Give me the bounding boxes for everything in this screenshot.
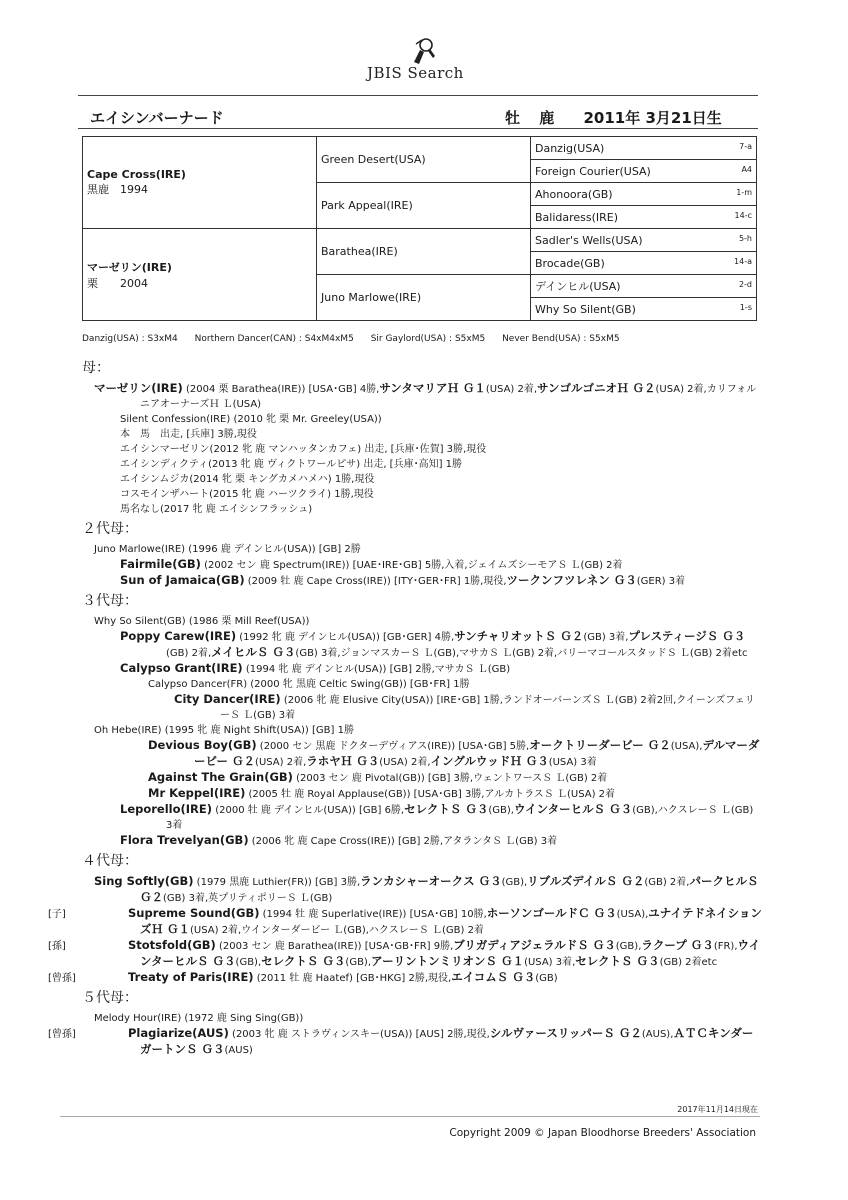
- horse-name: エイシンバーナード: [90, 109, 224, 127]
- inbreeding-item: Never Bend(USA) : S5xM5: [502, 334, 620, 344]
- horse-sex: 牡: [505, 109, 521, 127]
- family-entry: Fairmile(GB) (2002 セン 鹿 Spectrum(IRE)) [UAE･IRE･GB] 5勝,入着,ジェイムズシーモアＳ Ｌ(GB) 2着: [120, 557, 623, 571]
- inbreeding-item: Northern Dancer(CAN) : S4xM4xM5: [194, 334, 354, 344]
- family-entry: Why So Silent(GB) (1986 栗 Mill Reef(USA)): [94, 616, 310, 627]
- family-entry: エイシンマーゼリン(2012 牝 鹿 マンハッタンカフェ) 出走, [兵庫･佐賀] 3勝,現役: [120, 444, 487, 455]
- family-entry: エイシンディクティ(2013 牝 鹿 ヴィクトワールピサ) 出走, [兵庫･高知] 1勝: [120, 459, 463, 470]
- section-heading: ３代母：: [82, 593, 138, 609]
- family-section: [48, 356, 762, 1058]
- section-heading: ５代母：: [82, 990, 138, 1006]
- family-entry: コスモインザハート(2015 牝 鹿 ハーツクライ) 1勝,現役: [120, 489, 374, 500]
- family-entry: City Dancer(IRE) (2006 牝 鹿 Elusive City(USA)) [IRE･GB] 1勝,ランドオーバーンズＳ Ｌ(GB) 2着2回,クイーンズフェリーＳ Ｌ(GB) 3着: [174, 692, 755, 721]
- family-entry: [子] Supreme Sound(GB) (1994 牡 鹿 Superlative(IRE)) [USA･GB] 10勝,ホーソンゴールドＣ Ｇ３(USA),ユナイテドネイションズＨ Ｇ１(USA) 2着,ウインターダービー Ｌ(GB),ハクスレーＳ Ｌ(GB) 2着: [48, 906, 762, 936]
- family-entry: Silent Confession(IRE) (2010 牝 栗 Mr. Greeley(USA)): [120, 414, 382, 425]
- jbis-search-logo: [360, 34, 490, 86]
- inbreeding-item: Danzig(USA) : S3xM4: [82, 334, 178, 344]
- sire-detail: 黒鹿 1994: [87, 183, 148, 196]
- family-entry: [孫] Stotsfold(GB) (2003 セン 鹿 Barathea(IRE)) [USA･GB･FR] 9勝,ブリガディアジェラルドＳ Ｇ３(GB),ラクープ Ｇ３(FR),ウインターヒルＳ Ｇ３(GB),セレクトＳ Ｇ３(GB),アーリントンミリオンＳ Ｇ１(USA) 3着,セレクトＳ Ｇ３(GB) 2着etc: [48, 938, 761, 968]
- family-entry: 本 馬 出走, [兵庫] 3勝,現役: [120, 429, 257, 440]
- copyright: Copyright 2009 © Japan Bloodhorse Breeders' Association: [449, 1127, 756, 1139]
- pedigree-gen3: Balidaress(IRE) 14-c: [531, 206, 757, 229]
- horse-info: [505, 107, 736, 128]
- family-entry: マーゼリン(IRE) (2004 栗 Barathea(IRE)) [USA･GB] 4勝,サンタマリアＨ Ｇ１(USA) 2着,サンゴルゴニオＨ Ｇ２(USA) 2着,カリフォルニアオーナーズＨ Ｌ(USA): [94, 381, 757, 410]
- pedigree-gen3: Brocade(GB) 14-a: [531, 252, 757, 275]
- family-entry: Against The Grain(GB) (2003 セン 鹿 Pivotal(GB)) [GB] 3勝,ウェントワースＳ Ｌ(GB) 2着: [148, 770, 608, 784]
- pedigree-gen3: Ahonoora(GB) 1-m: [531, 183, 757, 206]
- family-entry: Juno Marlowe(IRE) (1996 鹿 デインヒル(USA)) [GB] 2勝: [94, 544, 361, 555]
- family-entry: Melody Hour(IRE) (1972 鹿 Sing Sing(GB)): [94, 1013, 304, 1024]
- family-entry: [曾孫] Plagiarize(AUS) (2003 牝 鹿 ストラヴィンスキー(USA)) [AUS] 2勝,現役,シルヴァースリッパーＳ Ｇ２(AUS),ＡＴＣキンダーガートンＳ Ｇ３(AUS): [48, 1026, 754, 1056]
- pedigree-gen2: Green Desert(USA): [317, 137, 531, 183]
- horse-icon: [410, 36, 438, 66]
- family-entry: Devious Boy(GB) (2000 セン 黒鹿 ドクターデヴィアス(IRE)) [USA･GB] 5勝,オークトリーダービー Ｇ２(USA),デルマーダービー Ｇ２(USA) 2着,ラホヤＨ Ｇ３(USA) 2着,イングルウッドＨ Ｇ３(USA) 3着: [148, 738, 760, 768]
- pedigree-gen2: Barathea(IRE): [317, 229, 531, 275]
- section-heading: 母：: [82, 360, 110, 376]
- header-rule: [78, 95, 758, 96]
- pedigree-gen3: デインヒル(USA) 2-d: [531, 275, 757, 298]
- section-heading: ２代母：: [82, 521, 138, 537]
- horse-birth: 2011年 3月21日生: [583, 109, 722, 127]
- family-entry: Sun of Jamaica(GB) (2009 牡 鹿 Cape Cross(IRE)) [ITY･GER･FR] 1勝,現役,ツークンフツレネン Ｇ３(GER) 3着: [120, 573, 686, 587]
- section-heading: ４代母：: [82, 853, 138, 869]
- footer-rule: [60, 1116, 760, 1117]
- sire-cell: [83, 137, 317, 229]
- family-entry: Calypso Grant(IRE) (1994 牝 鹿 デインヒル(USA)) [GB] 2勝,マサカＳ Ｌ(GB): [120, 661, 511, 675]
- family-entry: Sing Softly(GB) (1979 黒鹿 Luthier(FR)) [GB] 3勝,ランカシャーオークス Ｇ３(GB),リブルズデイルＳ Ｇ２(GB) 2着,パークヒルＳ Ｇ２(GB) 3着,英プリティポリーＳ Ｌ(GB): [94, 874, 759, 904]
- dam-name: マーゼリン(IRE): [87, 260, 172, 274]
- sire-name: Cape Cross(IRE): [87, 168, 186, 181]
- dam-cell: [83, 229, 317, 321]
- pedigree-gen3: Danzig(USA) 7-a: [531, 137, 757, 160]
- family-entry: エイシンムジカ(2014 牝 栗 キングカメハメハ) 1勝,現役: [120, 474, 375, 485]
- inbreeding-item: Sir Gaylord(USA) : S5xM5: [370, 334, 486, 344]
- pedigree-gen3: Sadler's Wells(USA) 5-h: [531, 229, 757, 252]
- family-entry: Leporello(IRE) (2000 牡 鹿 デインヒル(USA)) [GB] 6勝,セレクトＳ Ｇ３(GB),ウインターヒルＳ Ｇ３(GB),ハクスレーＳ Ｌ(GB) 3着: [120, 802, 754, 831]
- pedigree-gen2: Park Appeal(IRE): [317, 183, 531, 229]
- family-entry: [曾孫] Treaty of Paris(IRE) (2011 牡 鹿 Haatef) [GB･HKG] 2勝,現役,エイコムＳ Ｇ３(GB): [48, 970, 558, 984]
- title-rule: [78, 128, 758, 129]
- family-entry: 馬名なし(2017 牝 鹿 エイシンフラッシュ): [120, 504, 313, 515]
- as-of-date: 2017年11月14日現在: [677, 1105, 758, 1114]
- pedigree-gen3: Foreign Courier(USA) A4: [531, 160, 757, 183]
- family-entry: Mr Keppel(IRE) (2005 牡 鹿 Royal Applause(GB)) [USA･GB] 3勝,アルカトラスＳ Ｌ(USA) 2着: [148, 786, 616, 800]
- family-entry: Calypso Dancer(FR) (2000 牝 黒鹿 Celtic Swing(GB)) [GB･FR] 1勝: [148, 679, 470, 690]
- horse-color: 鹿: [539, 109, 555, 127]
- family-entry: Poppy Carew(IRE) (1992 牝 鹿 デインヒル(USA)) [GB･GER] 4勝,サンチャリオットＳ Ｇ２(GB) 3着,プレスティージＳ Ｇ３(GB) 2着,メイヒルＳ Ｇ３(GB) 3着,ジョンマスカーＳ Ｌ(GB),マサカＳ Ｌ(GB) 2着,バリーマコールスタッドＳ Ｌ(GB) 2着etc: [120, 629, 748, 659]
- logo-text: JBIS Search: [367, 64, 464, 82]
- inbreeding-line: [82, 334, 634, 344]
- pedigree-table: [82, 136, 757, 321]
- pedigree-gen3: Why So Silent(GB) 1-s: [531, 298, 757, 321]
- family-entry: Flora Trevelyan(GB) (2006 牝 鹿 Cape Cross(IRE)) [GB] 2勝,アタランタＳ Ｌ(GB) 3着: [120, 833, 558, 847]
- family-entry: Oh Hebe(IRE) (1995 牝 鹿 Night Shift(USA)) [GB] 1勝: [94, 725, 354, 736]
- dam-detail: 栗 2004: [87, 276, 148, 290]
- pedigree-gen2: Juno Marlowe(IRE): [317, 275, 531, 321]
